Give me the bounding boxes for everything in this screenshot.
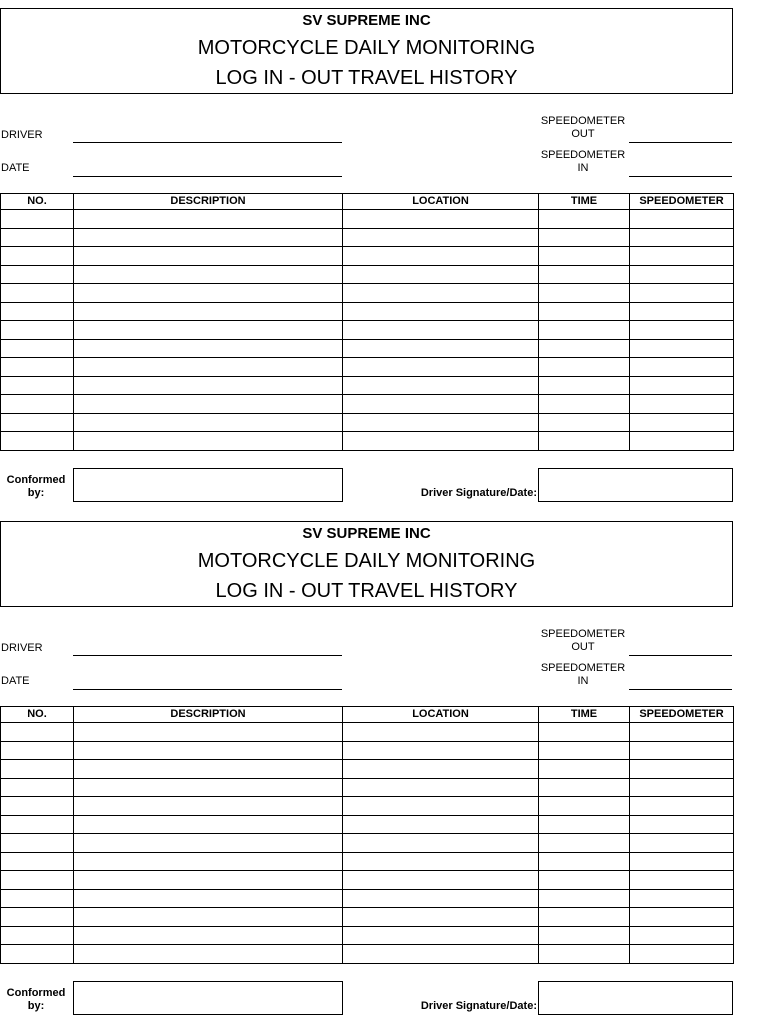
cell-speedometer[interactable] bbox=[630, 284, 734, 303]
cell-location[interactable] bbox=[343, 247, 539, 266]
cell-time[interactable] bbox=[539, 945, 630, 964]
cell-description[interactable] bbox=[74, 852, 343, 871]
cell-speedometer[interactable] bbox=[630, 834, 734, 853]
cell-time[interactable] bbox=[539, 908, 630, 927]
cell-description[interactable] bbox=[74, 339, 343, 358]
driver-field[interactable] bbox=[73, 655, 342, 656]
date-field[interactable] bbox=[73, 176, 342, 177]
cell-speedometer[interactable] bbox=[630, 413, 734, 432]
cell-speedometer[interactable] bbox=[630, 265, 734, 284]
cell-description[interactable] bbox=[74, 889, 343, 908]
table-row bbox=[1, 247, 734, 266]
cell-speedometer[interactable] bbox=[630, 247, 734, 266]
cell-no[interactable] bbox=[1, 834, 74, 853]
cell-no[interactable] bbox=[1, 339, 74, 358]
cell-description[interactable] bbox=[74, 210, 343, 229]
cell-location[interactable] bbox=[343, 228, 539, 247]
cell-description[interactable] bbox=[74, 265, 343, 284]
cell-no[interactable] bbox=[1, 284, 74, 303]
speedometer-out-label-line2: OUT bbox=[571, 641, 595, 653]
cell-time[interactable] bbox=[539, 284, 630, 303]
table-row bbox=[1, 852, 734, 871]
conformed-by-label bbox=[0, 474, 72, 500]
column-header-speedometer: SPEEDOMETER bbox=[630, 707, 734, 723]
speedometer-out-label bbox=[537, 628, 629, 654]
column-header-description: DESCRIPTION bbox=[74, 707, 343, 723]
cell-speedometer[interactable] bbox=[630, 945, 734, 964]
cell-speedometer[interactable] bbox=[630, 210, 734, 229]
table-row bbox=[1, 889, 734, 908]
cell-speedometer[interactable] bbox=[630, 321, 734, 340]
cell-speedometer[interactable] bbox=[630, 228, 734, 247]
log-form bbox=[0, 8, 733, 522]
cell-time[interactable] bbox=[539, 852, 630, 871]
column-header-time: TIME bbox=[539, 707, 630, 723]
cell-time[interactable] bbox=[539, 358, 630, 377]
cell-description[interactable] bbox=[74, 358, 343, 377]
cell-time[interactable] bbox=[539, 265, 630, 284]
cell-description[interactable] bbox=[74, 321, 343, 340]
table-row bbox=[1, 413, 734, 432]
cell-description[interactable] bbox=[74, 760, 343, 779]
speedometer-out-label bbox=[537, 115, 629, 141]
driver-label: DRIVER bbox=[1, 642, 43, 654]
cell-time[interactable] bbox=[539, 228, 630, 247]
form-header bbox=[0, 521, 733, 607]
cell-description[interactable] bbox=[74, 284, 343, 303]
table-row bbox=[1, 723, 734, 742]
cell-time[interactable] bbox=[539, 889, 630, 908]
form-title: MOTORCYCLE DAILY MONITORING bbox=[197, 550, 536, 572]
cell-description[interactable] bbox=[74, 228, 343, 247]
cell-location[interactable] bbox=[343, 945, 539, 964]
cell-location[interactable] bbox=[343, 723, 539, 742]
cell-location[interactable] bbox=[343, 908, 539, 927]
speedometer-out-label-line2: OUT bbox=[571, 128, 595, 140]
cell-location[interactable] bbox=[343, 413, 539, 432]
cell-location[interactable] bbox=[343, 302, 539, 321]
driver-signature-box[interactable] bbox=[538, 468, 733, 502]
conformed-by-label-line1: Conformed bbox=[6, 474, 66, 486]
cell-location[interactable] bbox=[343, 815, 539, 834]
conformed-by-label-line2: by: bbox=[27, 487, 45, 499]
cell-no[interactable] bbox=[1, 432, 74, 451]
speedometer-out-label-line1: SPEEDOMETER bbox=[540, 115, 626, 127]
cell-no[interactable] bbox=[1, 302, 74, 321]
cell-description[interactable] bbox=[74, 815, 343, 834]
cell-no[interactable] bbox=[1, 376, 74, 395]
table-row bbox=[1, 778, 734, 797]
cell-description[interactable] bbox=[74, 376, 343, 395]
company-name: SV SUPREME INC bbox=[302, 12, 431, 29]
cell-location[interactable] bbox=[343, 265, 539, 284]
cell-location[interactable] bbox=[343, 210, 539, 229]
cell-speedometer[interactable] bbox=[630, 395, 734, 414]
cell-description[interactable] bbox=[74, 834, 343, 853]
cell-no[interactable] bbox=[1, 741, 74, 760]
speedometer-out-field[interactable] bbox=[629, 655, 732, 656]
cell-no[interactable] bbox=[1, 247, 74, 266]
cell-no[interactable] bbox=[1, 358, 74, 377]
driver-signature-box[interactable] bbox=[538, 981, 733, 1015]
column-header-no: NO. bbox=[1, 707, 74, 723]
cell-time[interactable] bbox=[539, 760, 630, 779]
table-row bbox=[1, 321, 734, 340]
log-form bbox=[0, 521, 733, 1035]
column-header-time: TIME bbox=[539, 194, 630, 210]
speedometer-in-label-line2: IN bbox=[577, 675, 589, 687]
speedometer-in-label-line1: SPEEDOMETER bbox=[540, 662, 626, 674]
cell-no[interactable] bbox=[1, 321, 74, 340]
cell-location[interactable] bbox=[343, 339, 539, 358]
table-row bbox=[1, 265, 734, 284]
cell-no[interactable] bbox=[1, 760, 74, 779]
cell-location[interactable] bbox=[343, 871, 539, 890]
cell-time[interactable] bbox=[539, 723, 630, 742]
table-row bbox=[1, 797, 734, 816]
speedometer-out-label-line1: SPEEDOMETER bbox=[540, 628, 626, 640]
company-name: SV SUPREME INC bbox=[302, 525, 431, 542]
cell-speedometer[interactable] bbox=[630, 376, 734, 395]
cell-location[interactable] bbox=[343, 741, 539, 760]
speedometer-out-field[interactable] bbox=[629, 142, 732, 143]
conformed-by-label-line1: Conformed bbox=[6, 987, 66, 999]
speedometer-in-label bbox=[537, 662, 629, 688]
speedometer-in-label bbox=[537, 149, 629, 175]
cell-no[interactable] bbox=[1, 908, 74, 927]
table-row bbox=[1, 945, 734, 964]
cell-no[interactable] bbox=[1, 797, 74, 816]
cell-location[interactable] bbox=[343, 852, 539, 871]
cell-speedometer[interactable] bbox=[630, 908, 734, 927]
cell-location[interactable] bbox=[343, 395, 539, 414]
cell-time[interactable] bbox=[539, 339, 630, 358]
table-row bbox=[1, 376, 734, 395]
table-row bbox=[1, 834, 734, 853]
cell-description[interactable] bbox=[74, 723, 343, 742]
table-header-row bbox=[1, 707, 734, 723]
table-row bbox=[1, 395, 734, 414]
cell-speedometer[interactable] bbox=[630, 778, 734, 797]
cell-no[interactable] bbox=[1, 815, 74, 834]
cell-time[interactable] bbox=[539, 815, 630, 834]
cell-time[interactable] bbox=[539, 926, 630, 945]
form-title: MOTORCYCLE DAILY MONITORING bbox=[197, 37, 536, 59]
cell-speedometer[interactable] bbox=[630, 760, 734, 779]
cell-speedometer[interactable] bbox=[630, 741, 734, 760]
table-row bbox=[1, 815, 734, 834]
travel-log-table bbox=[0, 193, 734, 451]
column-header-location: LOCATION bbox=[343, 707, 539, 723]
cell-no[interactable] bbox=[1, 926, 74, 945]
cell-location[interactable] bbox=[343, 321, 539, 340]
driver-label: DRIVER bbox=[1, 129, 43, 141]
conformed-by-label bbox=[0, 987, 72, 1013]
cell-location[interactable] bbox=[343, 797, 539, 816]
cell-location[interactable] bbox=[343, 432, 539, 451]
table-row bbox=[1, 302, 734, 321]
table-row bbox=[1, 926, 734, 945]
date-field[interactable] bbox=[73, 689, 342, 690]
column-header-no: NO. bbox=[1, 194, 74, 210]
cell-time[interactable] bbox=[539, 210, 630, 229]
driver-signature-label: Driver Signature/Date: bbox=[420, 1000, 537, 1012]
cell-time[interactable] bbox=[539, 834, 630, 853]
cell-description[interactable] bbox=[74, 778, 343, 797]
conformed-by-box[interactable] bbox=[73, 981, 343, 1015]
cell-location[interactable] bbox=[343, 778, 539, 797]
cell-speedometer[interactable] bbox=[630, 797, 734, 816]
table-body bbox=[1, 210, 734, 451]
table-row bbox=[1, 908, 734, 927]
cell-time[interactable] bbox=[539, 741, 630, 760]
cell-time[interactable] bbox=[539, 432, 630, 451]
table-row bbox=[1, 228, 734, 247]
cell-location[interactable] bbox=[343, 834, 539, 853]
cell-speedometer[interactable] bbox=[630, 889, 734, 908]
table-row bbox=[1, 432, 734, 451]
table-row bbox=[1, 741, 734, 760]
driver-signature-label: Driver Signature/Date: bbox=[420, 487, 537, 499]
cell-time[interactable] bbox=[539, 376, 630, 395]
cell-description[interactable] bbox=[74, 797, 343, 816]
form-header bbox=[0, 8, 733, 94]
cell-speedometer[interactable] bbox=[630, 358, 734, 377]
cell-no[interactable] bbox=[1, 723, 74, 742]
table-row bbox=[1, 871, 734, 890]
cell-time[interactable] bbox=[539, 395, 630, 414]
cell-speedometer[interactable] bbox=[630, 723, 734, 742]
form-subtitle: LOG IN - OUT TRAVEL HISTORY bbox=[215, 580, 518, 602]
date-label: DATE bbox=[1, 675, 30, 687]
date-label: DATE bbox=[1, 162, 30, 174]
cell-time[interactable] bbox=[539, 797, 630, 816]
column-header-description: DESCRIPTION bbox=[74, 194, 343, 210]
table-row bbox=[1, 339, 734, 358]
cell-speedometer[interactable] bbox=[630, 432, 734, 451]
cell-no[interactable] bbox=[1, 228, 74, 247]
column-header-location: LOCATION bbox=[343, 194, 539, 210]
form-subtitle: LOG IN - OUT TRAVEL HISTORY bbox=[215, 67, 518, 89]
conformed-by-box[interactable] bbox=[73, 468, 343, 502]
cell-description[interactable] bbox=[74, 432, 343, 451]
cell-description[interactable] bbox=[74, 908, 343, 927]
cell-time[interactable] bbox=[539, 871, 630, 890]
cell-time[interactable] bbox=[539, 778, 630, 797]
speedometer-in-field[interactable] bbox=[629, 176, 732, 177]
cell-time[interactable] bbox=[539, 302, 630, 321]
cell-description[interactable] bbox=[74, 302, 343, 321]
cell-no[interactable] bbox=[1, 945, 74, 964]
cell-speedometer[interactable] bbox=[630, 871, 734, 890]
cell-speedometer[interactable] bbox=[630, 852, 734, 871]
table-body bbox=[1, 723, 734, 964]
table-row bbox=[1, 358, 734, 377]
cell-description[interactable] bbox=[74, 413, 343, 432]
cell-location[interactable] bbox=[343, 358, 539, 377]
cell-no[interactable] bbox=[1, 413, 74, 432]
table-row bbox=[1, 760, 734, 779]
cell-location[interactable] bbox=[343, 926, 539, 945]
cell-location[interactable] bbox=[343, 889, 539, 908]
cell-description[interactable] bbox=[74, 871, 343, 890]
cell-speedometer[interactable] bbox=[630, 339, 734, 358]
table-row bbox=[1, 284, 734, 303]
cell-description[interactable] bbox=[74, 741, 343, 760]
speedometer-in-label-line2: IN bbox=[577, 162, 589, 174]
cell-no[interactable] bbox=[1, 871, 74, 890]
cell-speedometer[interactable] bbox=[630, 302, 734, 321]
cell-no[interactable] bbox=[1, 852, 74, 871]
column-header-speedometer: SPEEDOMETER bbox=[630, 194, 734, 210]
speedometer-in-field[interactable] bbox=[629, 689, 732, 690]
cell-description[interactable] bbox=[74, 926, 343, 945]
travel-log-table bbox=[0, 706, 734, 964]
cell-time[interactable] bbox=[539, 247, 630, 266]
cell-description[interactable] bbox=[74, 247, 343, 266]
speedometer-in-label-line1: SPEEDOMETER bbox=[540, 149, 626, 161]
cell-time[interactable] bbox=[539, 413, 630, 432]
cell-description[interactable] bbox=[74, 395, 343, 414]
cell-no[interactable] bbox=[1, 778, 74, 797]
cell-no[interactable] bbox=[1, 210, 74, 229]
cell-location[interactable] bbox=[343, 284, 539, 303]
cell-time[interactable] bbox=[539, 321, 630, 340]
driver-field[interactable] bbox=[73, 142, 342, 143]
cell-speedometer[interactable] bbox=[630, 926, 734, 945]
table-row bbox=[1, 210, 734, 229]
cell-location[interactable] bbox=[343, 376, 539, 395]
cell-description[interactable] bbox=[74, 945, 343, 964]
cell-location[interactable] bbox=[343, 760, 539, 779]
cell-no[interactable] bbox=[1, 889, 74, 908]
cell-speedometer[interactable] bbox=[630, 815, 734, 834]
conformed-by-label-line2: by: bbox=[27, 1000, 45, 1012]
cell-no[interactable] bbox=[1, 265, 74, 284]
table-header-row bbox=[1, 194, 734, 210]
cell-no[interactable] bbox=[1, 395, 74, 414]
